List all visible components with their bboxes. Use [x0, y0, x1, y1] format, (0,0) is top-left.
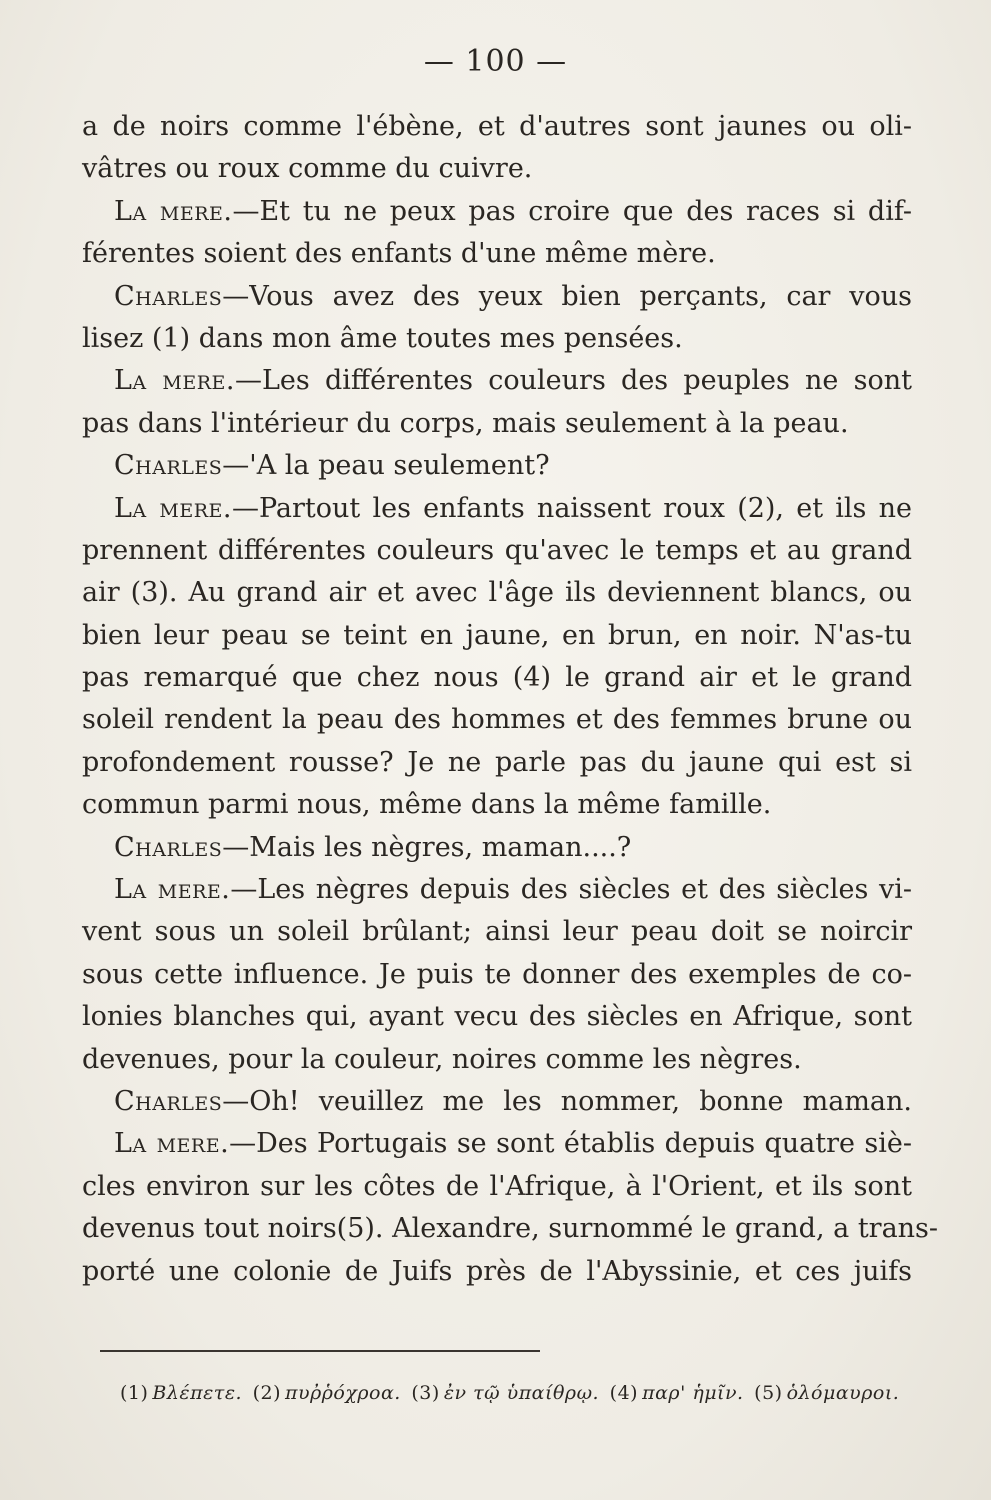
dialogue-line: La mere.—Et tu ne peux pas croire que des races si dif- [114, 195, 912, 227]
dialogue-line: La mere.—Les nègres depuis des siècles et des siècles vi- [114, 874, 912, 906]
speaker-name: Charles [114, 1085, 223, 1117]
text-line: lisez (1) dans mon âme toutes mes pensées. [82, 322, 683, 354]
text-line: bien leur peau se teint en jaune, en brun, en noir. N'as-tu [82, 619, 912, 651]
speaker-name: La mere. [114, 1128, 230, 1160]
dialogue-line: Charles—Mais les nègres, maman....? [114, 831, 632, 863]
footnote-text: ὁλόμαυροι. [786, 1382, 900, 1404]
dialogue-line: La mere.—Les différentes couleurs des peuples ne sont [114, 365, 912, 397]
text-line: devenus tout noirs(5). Alexandre, surnommé le grand, a trans- [82, 1213, 939, 1245]
text-line: cles environ sur les côtes de l'Afrique, à l'Orient, et ils sont [82, 1170, 912, 1202]
dialogue-line: Charles—'A la peau seulement? [114, 450, 550, 482]
text-line: vent sous un soleil brûlant; ainsi leur peau doit se noircir [82, 916, 912, 948]
body-text [82, 106, 939, 1293]
speaker-name: Charles [114, 280, 223, 312]
speaker-name: La mere. [114, 365, 235, 397]
speaker-name: Charles [114, 450, 223, 482]
speaker-name: Charles [114, 831, 223, 863]
text-line: prennent différentes couleurs qu'avec le temps et au grand [82, 534, 912, 566]
footnote-text: ἐν τῷ ὑπαίθρῳ. [443, 1382, 600, 1404]
dialogue-line: La mere.—Des Portugais se sont établis depuis quatre siè- [114, 1128, 912, 1160]
speaker-name: La mere. [114, 195, 233, 227]
footnote-divider [100, 1350, 540, 1352]
footnote-marker: (1) [120, 1382, 149, 1404]
footnote-marker: (4) [609, 1382, 639, 1404]
text-line: profondement rousse? Je ne parle pas du jaune qui est si [82, 746, 912, 778]
footnote-marker: (2) [252, 1382, 282, 1404]
text-line: porté une colonie de Juifs près de l'Abyssinie, et ces juifs [82, 1255, 912, 1287]
text-line: sous cette influence. Je puis te donner des exemples de co- [82, 958, 912, 990]
text-line: lonies blanches qui, ayant vecu des siècles en Afrique, sont [82, 1001, 912, 1033]
text-line: a de noirs comme l'ébène, et d'autres sont jaunes ou oli- [82, 111, 912, 142]
footnotes [120, 1382, 920, 1404]
text-line: air (3). Au grand air et avec l'âge ils deviennent blancs, ou [82, 577, 912, 609]
footnote-marker: (5) [754, 1382, 783, 1404]
dialogue-line: La mere.—Partout les enfants naissent roux (2), et ils ne [114, 492, 912, 524]
text-line: devenues, pour la couleur, noires comme les nègres. [82, 1043, 802, 1075]
speaker-name: La mere. [114, 492, 232, 524]
text-line: pas remarqué que chez nous (4) le grand air et le grand [82, 662, 912, 694]
page-number: — 100 — [423, 44, 568, 79]
text-line: pas dans l'intérieur du corps, mais seulement à la peau. [82, 407, 849, 439]
text-line: férentes soient des enfants d'une même mère. [82, 238, 716, 270]
footnote-text: Βλέπετε. [152, 1382, 243, 1404]
footnote-text: πυῤῥόχροα. [285, 1382, 401, 1404]
text-line: soleil rendent la peau des hommes et des femmes brune ou [82, 704, 912, 736]
dialogue-line: Charles—Oh! veuillez me les nommer, bonne maman. [114, 1085, 912, 1117]
text-line: vâtres ou roux comme du cuivre. [82, 153, 533, 185]
dialogue-line: Charles—Vous avez des yeux bien perçants, car vous [114, 280, 912, 312]
footnote-marker: (3) [411, 1382, 440, 1404]
speaker-name: La mere. [114, 874, 231, 906]
footnote-text: παρ' ἡμῖν. [642, 1382, 744, 1404]
text-line: commun parmi nous, même dans la même famille. [82, 789, 772, 821]
